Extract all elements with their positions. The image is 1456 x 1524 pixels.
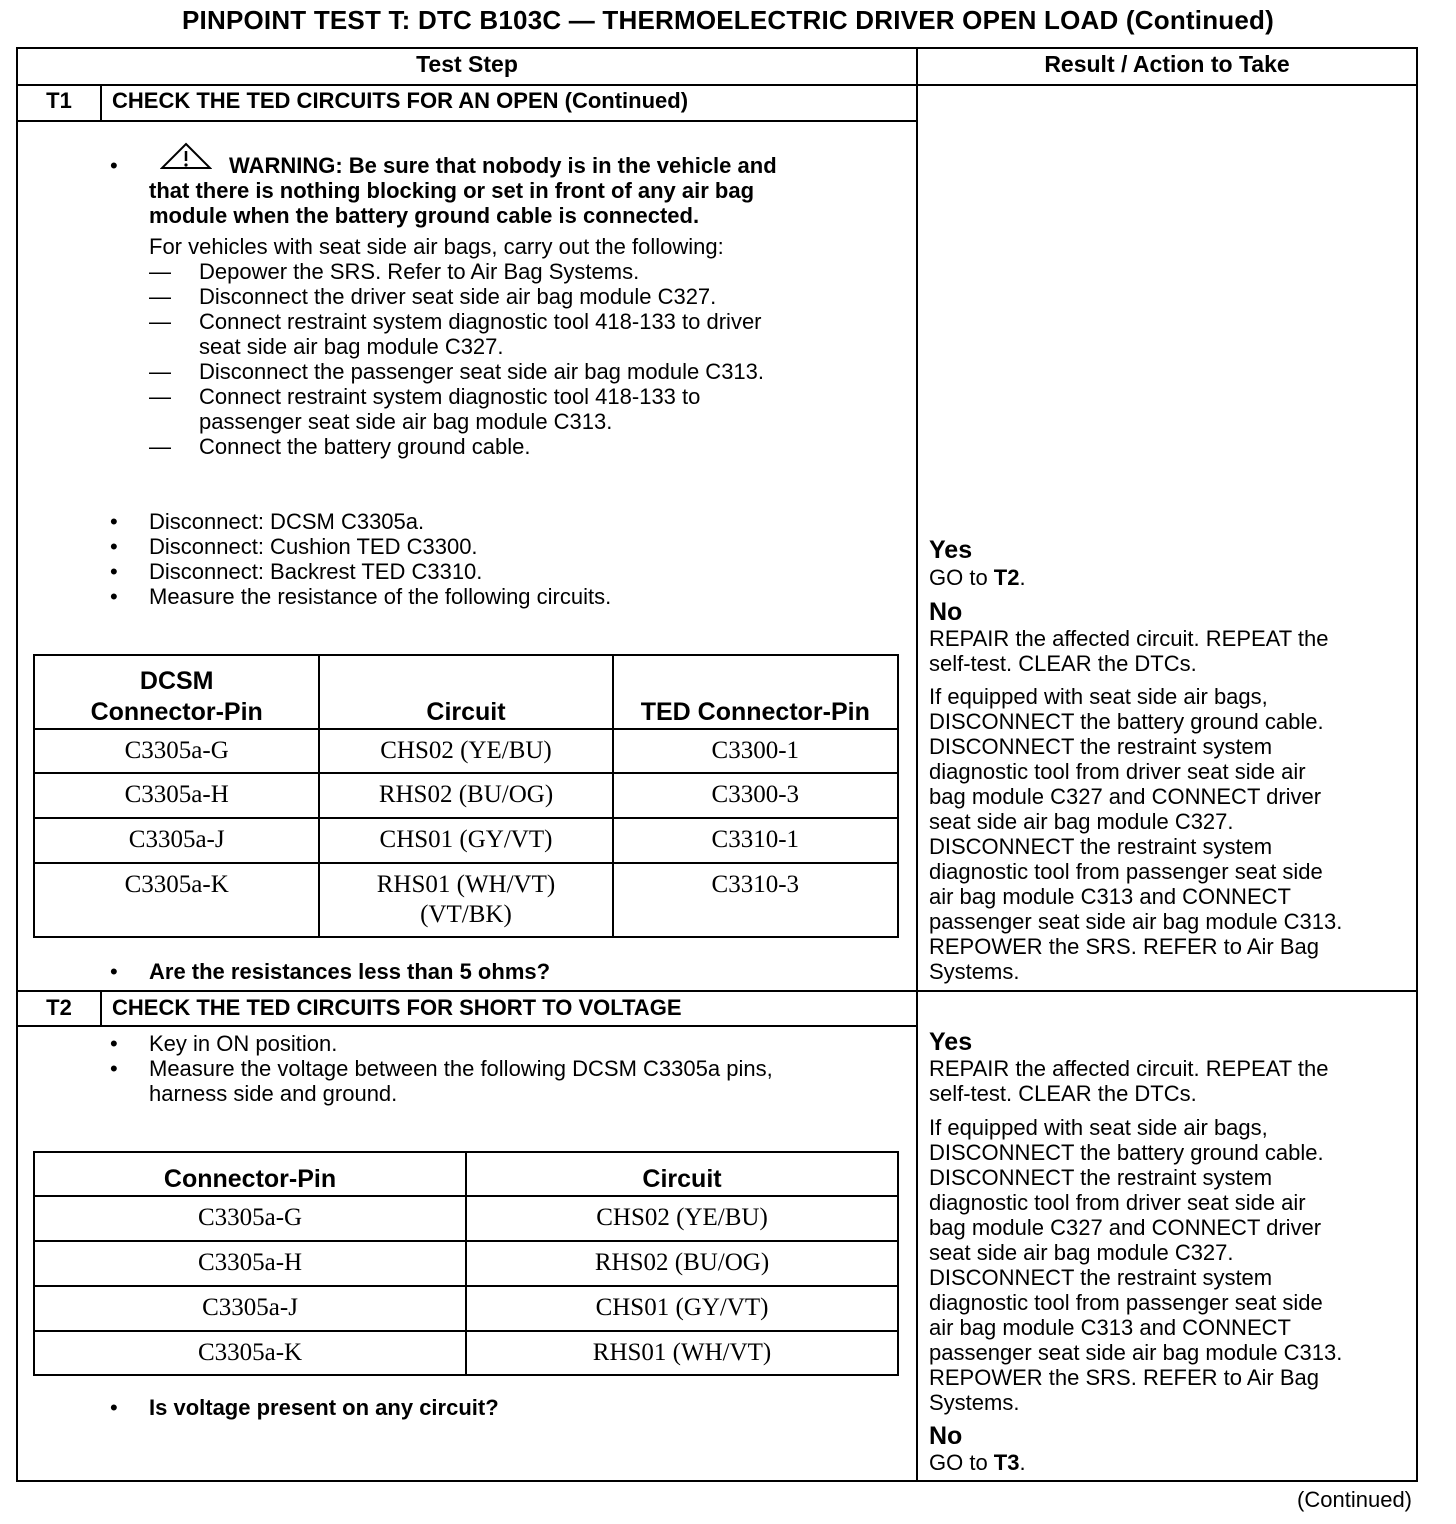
t1-yes-label: Yes: [929, 536, 973, 564]
t2-yes-extra: seat side air bag module C327.: [929, 1240, 1234, 1265]
table-cell: RHS01 (WH/VT): [466, 1331, 898, 1375]
warning-line-3: module when the battery ground cable is connected.: [149, 203, 700, 228]
t2-yes-extra: air bag module C313 and CONNECT: [929, 1315, 1291, 1340]
step-number-t1: T1: [46, 88, 72, 113]
table-cell: C3310-3: [613, 863, 898, 937]
t1-yes-action: GO to T2.: [929, 565, 1026, 590]
col-header-dcsm: DCSM Connector-Pin: [34, 655, 319, 729]
dash-item: Disconnect the passenger seat side air bag module C313.: [199, 359, 765, 384]
dash-item: Disconnect the driver seat side air bag module C327.: [199, 284, 717, 309]
table-row: [34, 729, 898, 773]
t2-yes-extra: passenger seat side air bag module C313.: [929, 1340, 1343, 1365]
col-header-circuit: Circuit: [319, 655, 612, 729]
dash-item-cont: passenger seat side air bag module C313.: [199, 409, 613, 434]
table-row: [34, 1241, 898, 1286]
bullet-dot: •: [110, 1056, 118, 1081]
bullet-dot: •: [110, 959, 118, 984]
t2-yes-action: REPAIR the affected circuit. REPEAT the: [929, 1056, 1329, 1081]
t1-no-extra: If equipped with seat side air bags,: [929, 684, 1268, 709]
t1-bullet: Disconnect: Cushion TED C3300.: [149, 534, 478, 559]
page-title: PINPOINT TEST T: DTC B103C — THERMOELECTRIC DRIVER OPEN LOAD (Continued): [182, 5, 1274, 35]
t2-bullet: Measure the voltage between the following DCSM C3305a pins,: [149, 1056, 773, 1081]
dash-item: Depower the SRS. Refer to Air Bag Systems.: [199, 259, 640, 284]
table-cell: C3300-1: [613, 729, 898, 773]
t2-yes-extra: DISCONNECT the battery ground cable.: [929, 1140, 1324, 1165]
t1-intro: For vehicles with seat side air bags, carry out the following:: [149, 234, 724, 259]
table-cell: C3310-1: [613, 818, 898, 863]
header-result: Result / Action to Take: [1044, 51, 1290, 77]
t1-no-extra: seat side air bag module C327.: [929, 809, 1234, 834]
dash-marker: —: [149, 434, 171, 459]
t2-yes-extra: REPOWER the SRS. REFER to Air Bag: [929, 1365, 1320, 1390]
table-cell: C3300-3: [613, 773, 898, 818]
t1-no-extra: REPOWER the SRS. REFER to Air Bag: [929, 934, 1320, 959]
table-cell: C3305a-H: [34, 773, 319, 818]
t2-yes-label: Yes: [929, 1028, 973, 1056]
table-cell: RHS02 (BU/OG): [466, 1241, 898, 1286]
t2-yes-extra: DISCONNECT the restraint system: [929, 1265, 1273, 1290]
t2-no-action: GO to T3.: [929, 1450, 1026, 1475]
t1-bullet: Disconnect: Backrest TED C3310.: [149, 559, 483, 584]
t2-yes-action: self-test. CLEAR the DTCs.: [929, 1081, 1197, 1106]
t2-voltage-table: [33, 1151, 899, 1376]
step-title-t1: CHECK THE TED CIRCUITS FOR AN OPEN (Continued): [112, 88, 689, 113]
col-header-ted: TED Connector-Pin: [613, 655, 898, 729]
warning-line-1: WARNING: Be sure that nobody is in the vehicle and: [229, 153, 777, 178]
warning-triangle-icon: [160, 142, 212, 170]
table-cell: C3305a-H: [34, 1241, 466, 1286]
t1-no-extra: bag module C327 and CONNECT driver: [929, 784, 1322, 809]
dash-marker: —: [149, 259, 171, 284]
t1-bullet: Measure the resistance of the following circuits.: [149, 584, 612, 609]
bullet-dot: •: [110, 559, 118, 584]
dash-marker: —: [149, 309, 171, 334]
t1-resistance-table: [33, 654, 899, 938]
t2-yes-extra: diagnostic tool from passenger seat side: [929, 1290, 1323, 1315]
table-cell: RHS02 (BU/OG): [319, 773, 612, 818]
bullet-dot: •: [110, 534, 118, 559]
t1-no-action: REPAIR the affected circuit. REPEAT the: [929, 626, 1329, 651]
table-row: [34, 1331, 898, 1375]
bullet-dot: •: [110, 1395, 118, 1420]
t1-yes-target: T2: [993, 565, 1020, 590]
t2-yes-extra: bag module C327 and CONNECT driver: [929, 1215, 1322, 1240]
t2-bullet-cont: harness side and ground.: [149, 1081, 398, 1106]
table-cell: CHS02 (YE/BU): [319, 729, 612, 773]
table-row: [34, 1286, 898, 1331]
t1-no-extra: DISCONNECT the restraint system: [929, 834, 1273, 859]
table-cell: C3305a-G: [34, 1196, 466, 1241]
header-test-step: Test Step: [416, 51, 518, 77]
continued-label: (Continued): [1297, 1487, 1412, 1512]
bullet-dot: •: [110, 584, 118, 609]
dash-marker: —: [149, 359, 171, 384]
t2-yes-extra: diagnostic tool from driver seat side air: [929, 1190, 1306, 1215]
t2-no-label: No: [929, 1422, 963, 1450]
t1-bullet: Disconnect: DCSM C3305a.: [149, 509, 425, 534]
col-header-connector-pin: Connector-Pin: [34, 1152, 466, 1196]
t2-bullet: Key in ON position.: [149, 1031, 338, 1056]
dash-marker: —: [149, 284, 171, 309]
table-cell: C3305a-K: [34, 1331, 466, 1375]
table-cell: CHS02 (YE/BU): [466, 1196, 898, 1241]
dash-item: Connect restraint system diagnostic tool 418-133 to driver: [199, 309, 762, 334]
table-header-row: [34, 655, 898, 729]
t1-no-extra: DISCONNECT the restraint system: [929, 734, 1273, 759]
t1-no-extra: diagnostic tool from passenger seat side: [929, 859, 1323, 884]
table-cell: C3305a-J: [34, 1286, 466, 1331]
col-header-circuit: Circuit: [466, 1152, 898, 1196]
table-row: [34, 1196, 898, 1241]
bullet-dot: •: [110, 509, 118, 534]
table-header-row: [34, 1152, 898, 1196]
step-title-t2: CHECK THE TED CIRCUITS FOR SHORT TO VOLTAGE: [112, 995, 682, 1020]
t1-question: Are the resistances less than 5 ohms?: [149, 959, 551, 984]
t1-no-extra: diagnostic tool from driver seat side air: [929, 759, 1306, 784]
bullet-dot: •: [110, 1031, 118, 1056]
t2-question: Is voltage present on any circuit?: [149, 1395, 499, 1420]
table-row: [34, 863, 898, 937]
t2-no-target: T3: [993, 1450, 1020, 1475]
dash-item-cont: seat side air bag module C327.: [199, 334, 504, 359]
t1-no-extra: passenger seat side air bag module C313.: [929, 909, 1343, 934]
table-cell: C3305a-J: [34, 818, 319, 863]
dash-marker: —: [149, 384, 171, 409]
dash-item: Connect the battery ground cable.: [199, 434, 531, 459]
table-row: [34, 773, 898, 818]
t1-no-extra: Systems.: [929, 959, 1020, 984]
table-row: [34, 818, 898, 863]
t1-no-action: self-test. CLEAR the DTCs.: [929, 651, 1197, 676]
t1-no-extra: DISCONNECT the battery ground cable.: [929, 709, 1324, 734]
bullet-dot: •: [110, 153, 118, 178]
t1-no-label: No: [929, 598, 963, 626]
t2-yes-extra: DISCONNECT the restraint system: [929, 1165, 1273, 1190]
table-cell: CHS01 (GY/VT): [466, 1286, 898, 1331]
t2-yes-extra: Systems.: [929, 1390, 1020, 1415]
warning-line-2: that there is nothing blocking or set in front of any air bag: [149, 178, 755, 203]
t1-no-extra: air bag module C313 and CONNECT: [929, 884, 1291, 909]
step-number-t2: T2: [46, 995, 72, 1020]
table-cell: C3305a-G: [34, 729, 319, 773]
table-cell: C3305a-K: [34, 863, 319, 937]
dash-item: Connect restraint system diagnostic tool 418-133 to: [199, 384, 701, 409]
table-cell: CHS01 (GY/VT): [319, 818, 612, 863]
table-cell: RHS01 (WH/VT) (VT/BK): [319, 863, 612, 937]
t2-yes-extra: If equipped with seat side air bags,: [929, 1115, 1268, 1140]
